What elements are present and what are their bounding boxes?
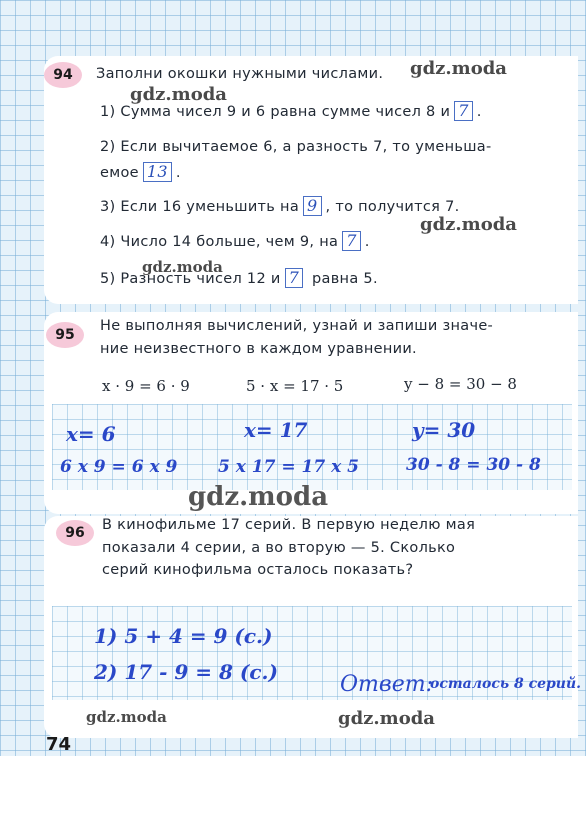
watermark: gdz.moda [86, 708, 167, 726]
task-94-item-2-line1: 2) Если вычитаемое 6, а разность 7, то уменьша- [100, 139, 492, 155]
item-2-answer-box[interactable]: 13 [143, 162, 172, 182]
task-96-text-line2: показали 4 серии, а во вторую — 5. Сколько [102, 540, 456, 556]
watermark: gdz.moda [188, 482, 329, 512]
answer-text: осталось 8 серий. [430, 676, 582, 692]
item-2-after: . [175, 165, 181, 181]
task-94-item-2 [100, 162, 181, 182]
task-96-badge: 96 [56, 520, 94, 546]
task-96-text-line1: В кинофильме 17 серий. В первую неделю мая [102, 517, 476, 533]
item-3-answer-box[interactable]: 9 [303, 196, 321, 216]
item-1-text: 1) Сумма чисел 9 и 6 равна сумме чисел 8 и [100, 104, 451, 120]
task-94-item-4 [100, 231, 370, 251]
page-number: 74 [46, 734, 72, 755]
solution-step-1: 1) 5 + 4 = 9 (с.) [94, 624, 273, 648]
task-95-answer-grid [52, 404, 572, 490]
answer-label: Ответ: [340, 672, 433, 697]
item-4-text: 4) Число 14 больше, чем 9, на [100, 234, 339, 250]
check-2: 5 x 17 = 17 x 5 [218, 457, 359, 477]
equation-2: 5 · x = 17 · 5 [246, 377, 344, 395]
item-4-answer-box[interactable]: 7 [342, 231, 360, 251]
solution-1: x= 6 [66, 422, 116, 446]
item-1-after: . [476, 104, 482, 120]
item-3-after: , то получится 7. [325, 199, 460, 215]
watermark: gdz.moda [338, 708, 435, 729]
item-5-text: 5) Разность чисел 12 и [100, 271, 281, 287]
item-5-after: равна 5. [312, 271, 378, 287]
watermark: gdz.moda [142, 258, 223, 276]
task-94-badge: 94 [44, 62, 82, 88]
equation-3: y − 8 = 30 − 8 [404, 375, 517, 393]
task-94-item-3 [100, 196, 460, 216]
item-2-text: емое [100, 165, 139, 181]
check-1: 6 x 9 = 6 x 9 [60, 457, 178, 477]
watermark: gdz.moda [130, 84, 227, 105]
task-96-text-line3: серий кинофильма осталось показать? [102, 562, 414, 578]
solution-step-2: 2) 17 - 9 = 8 (с.) [94, 660, 278, 684]
check-3: 30 - 8 = 30 - 8 [406, 455, 541, 475]
task-95-text-line1: Не выполняя вычислений, узнай и запиши значе- [100, 318, 494, 334]
solution-3: y= 30 [412, 418, 476, 442]
item-4-after: . [364, 234, 370, 250]
task-95-text-line2: ние неизвестного в каждом уравнении. [100, 341, 417, 357]
item-1-answer-box[interactable]: 7 [454, 101, 472, 121]
equation-1: x · 9 = 6 · 9 [102, 377, 190, 395]
watermark: gdz.moda [420, 214, 517, 235]
watermark: gdz.moda [410, 58, 507, 79]
task-94-title: Заполни окошки нужными числами. [96, 66, 384, 82]
item-3-text: 3) Если 16 уменьшить на [100, 199, 300, 215]
solution-2: x= 17 [244, 418, 308, 442]
item-5-answer-box[interactable]: 7 [285, 268, 303, 288]
task-95-badge: 95 [46, 322, 84, 348]
